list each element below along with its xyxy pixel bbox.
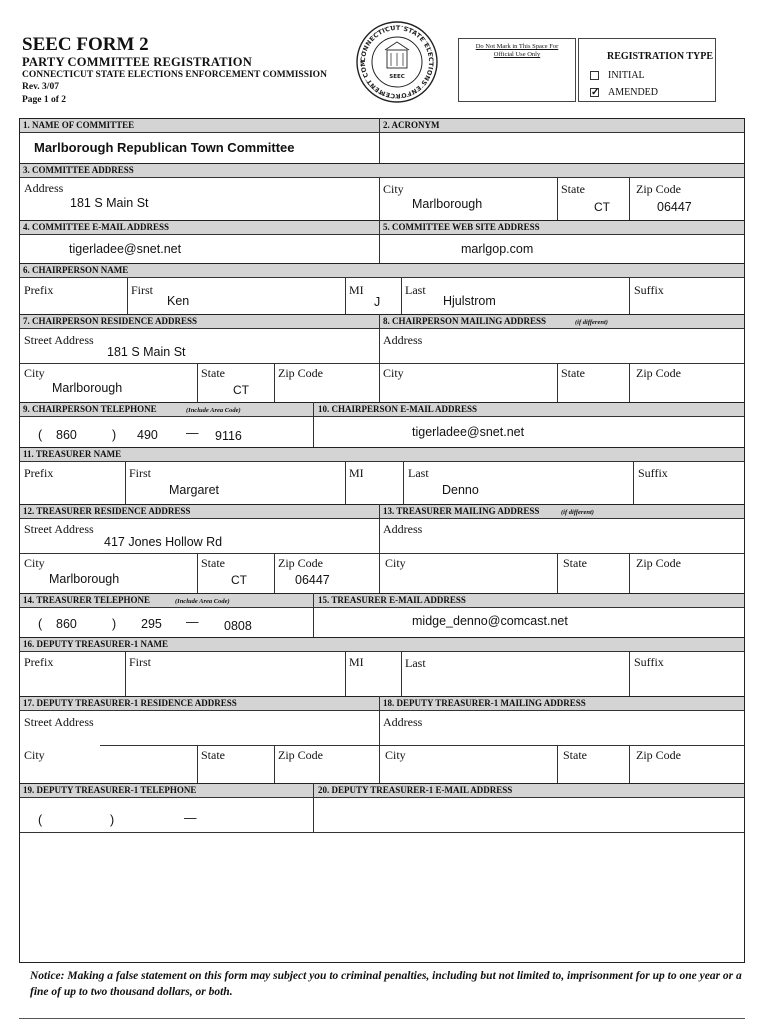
chair-state-field[interactable]: CT [233,383,249,397]
city-label: City [383,182,404,196]
chair-email-field[interactable]: tigerladee@snet.net [412,425,525,439]
deputy-state-label: State [201,748,225,762]
treas-first-field[interactable]: Margaret [169,483,220,497]
committee-email-field[interactable]: tigerladee@snet.net [69,242,182,256]
treas-city-field[interactable]: Marlborough [49,572,120,586]
treas-mail-zip-label: Zip Code [636,556,681,570]
treas-street-field[interactable]: 417 Jones Hollow Rd [104,535,223,549]
treas-mail-address-label: Address [383,522,423,536]
deputy-city-label: City [24,748,45,762]
treas-state-label: State [201,556,225,570]
registration-type-box [578,38,716,102]
official-use-text: Do Not Mark in This Space For Official Use Only [475,43,559,58]
chair-first-field[interactable]: Ken [167,294,190,308]
section-8-label: 8. CHAIRPERSON MAILING ADDRESS [383,316,547,326]
chair-first-label: First [131,283,154,297]
chair-street-field[interactable]: 181 S Main St [107,345,186,359]
seal-center-text: SEEC [389,74,405,80]
deputy-prefix-label: Prefix [24,655,54,669]
section-6-bar [20,263,744,278]
section-20-label: 20. DEPUTY TREASURER-1 E-MAIL ADDRESS [318,785,513,795]
committee-city-field[interactable]: Marlborough [412,197,483,211]
deputy-mail-state-label: State [563,748,587,762]
section-10-label: 10. CHAIRPERSON E-MAIL ADDRESS [318,404,478,414]
treas-phone-number-field[interactable]: 0808 [224,619,252,633]
deputy-mi-label: MI [349,655,364,669]
committee-name-field[interactable]: Marlborough Republican Town Committee [34,140,295,155]
committee-address-field[interactable]: 181 S Main St [70,196,149,210]
initial-checkbox[interactable] [590,71,599,80]
chair-prefix-label: Prefix [24,283,54,297]
section-4-label: 4. COMMITTEE E-MAIL ADDRESS [23,222,170,232]
section-16-label: 16. DEPUTY TREASURER-1 NAME [23,639,169,649]
committee-state-field[interactable]: CT [594,200,610,214]
treas-phone-open-paren: ( [38,617,43,631]
deputy-mail-city-label: City [385,748,406,762]
amended-checkbox[interactable]: ✓ [591,87,600,98]
section-14-label: 14. TREASURER TELEPHONE [23,595,150,605]
zip-label: Zip Code [636,182,681,196]
deputy-street-label: Street Address [24,715,94,729]
section-2-label: 2. ACRONYM [383,120,440,130]
treas-phone-close-paren: ) [112,617,117,631]
chair-city-label: City [24,366,45,380]
section-5-label: 5. COMMITTEE WEB SITE ADDRESS [383,222,540,232]
chair-suffix-label: Suffix [634,283,664,297]
address-label: Address [24,181,64,195]
section-11-label: 11. TREASURER NAME [23,449,122,459]
chair-phone-close-paren: ) [112,428,117,442]
chair-phone-number-field[interactable]: 9116 [215,429,242,443]
chair-phone-exchange-field[interactable]: 490 [137,428,158,442]
chair-mi-field[interactable]: J [374,295,381,309]
chair-street-label: Street Address [24,333,94,347]
chair-zip-label: Zip Code [278,366,323,380]
chair-mail-zip-label: Zip Code [636,366,681,380]
deputy-phone-dash: — [184,811,197,825]
section-15-label: 15. TREASURER E-MAIL ADDRESS [318,595,466,605]
state-label: State [561,182,585,196]
section-18-label: 18. DEPUTY TREASURER-1 MAILING ADDRESS [383,698,586,708]
agency-name: CONNECTICUT STATE ELECTIONS ENFORCEMENT COMMISSION [22,70,327,80]
treas-zip-label: Zip Code [278,556,323,570]
deputy-mail-address-label: Address [383,715,423,729]
committee-website-field[interactable]: marlgop.com [461,242,534,256]
chair-phone-open-paren: ( [38,428,43,442]
revision: Rev. 3/07 [22,82,59,92]
chair-mail-city-label: City [383,366,404,380]
section-14-note: (Include Area Code) [175,598,230,605]
treas-phone-area-field[interactable]: 860 [56,617,77,631]
treas-mi-label: MI [349,466,364,480]
chair-state-label: State [201,366,225,380]
amended-label: AMENDED [608,87,658,98]
seal-text: CONNECTICUT STATE ELECTIONS ENFORCEMENT COM [359,24,435,100]
section-13-note: (if different) [561,509,594,516]
chair-mail-address-label: Address [383,333,423,347]
treas-mail-state-label: State [563,556,587,570]
section-8-note: (if different) [575,319,608,326]
treas-first-label: First [129,466,152,480]
treas-city-label: City [24,556,45,570]
registration-type-title: REGISTRATION TYPE [607,51,714,62]
form-title: SEEC FORM 2 [22,34,149,55]
deputy-zip-label: Zip Code [278,748,323,762]
chair-city-field[interactable]: Marlborough [52,381,123,395]
chair-last-field[interactable]: Hjulstrom [443,294,496,308]
section-1-label: 1. NAME OF COMMITTEE [23,120,135,130]
treas-prefix-label: Prefix [24,466,54,480]
section-19-label: 19. DEPUTY TREASURER-1 TELEPHONE [23,785,197,795]
chair-phone-dash: — [186,426,199,440]
treas-last-label: Last [408,466,429,480]
treas-mail-city-label: City [385,556,406,570]
initial-label: INITIAL [608,70,645,81]
section-3-label: 3. COMMITTEE ADDRESS [23,165,134,175]
chair-mail-state-label: State [561,366,585,380]
treas-phone-dash: — [186,615,199,629]
state-seal-icon [355,20,439,104]
section-13-label: 13. TREASURER MAILING ADDRESS [383,506,540,516]
section-12-label: 12. TREASURER RESIDENCE ADDRESS [23,506,191,516]
deputy-mail-zip-label: Zip Code [636,748,681,762]
official-use-box [458,38,576,102]
chair-last-label: Last [405,283,426,297]
deputy-last-label: Last [405,656,426,670]
section-11-bar [20,447,744,462]
page-number: Page 1 of 2 [22,95,67,105]
treas-street-label: Street Address [24,522,94,536]
legal-notice: Notice: Making a false statement on this form may subject you to criminal penalties, including but not limited to, imprisonment for up to one year or a fine of up to two thousand dollars, or both. [30,970,742,998]
form-subtitle: PARTY COMMITTEE REGISTRATION [22,55,252,69]
section-7-label: 7. CHAIRPERSON RESIDENCE ADDRESS [23,316,198,326]
deputy-phone-open-paren: ( [38,813,43,827]
deputy-phone-close-paren: ) [110,813,115,827]
treas-zip-field[interactable]: 06447 [295,573,330,587]
treas-email-field[interactable]: midge_denno@comcast.net [412,614,568,628]
treas-state-field[interactable]: CT [231,573,247,587]
section-6-label: 6. CHAIRPERSON NAME [23,265,129,275]
chair-phone-area-field[interactable]: 860 [56,428,77,442]
deputy-suffix-label: Suffix [634,655,664,669]
section-9-note: (Include Area Code) [186,407,241,414]
treas-phone-exchange-field[interactable]: 295 [141,617,162,631]
section-9-label: 9. CHAIRPERSON TELEPHONE [23,404,157,414]
deputy-first-label: First [129,655,152,669]
treas-last-field[interactable]: Denno [442,483,479,497]
treas-suffix-label: Suffix [638,466,668,480]
chair-mi-label: MI [349,283,364,297]
committee-zip-field[interactable]: 06447 [657,200,692,214]
section-17-label: 17. DEPUTY TREASURER-1 RESIDENCE ADDRESS [23,698,237,708]
